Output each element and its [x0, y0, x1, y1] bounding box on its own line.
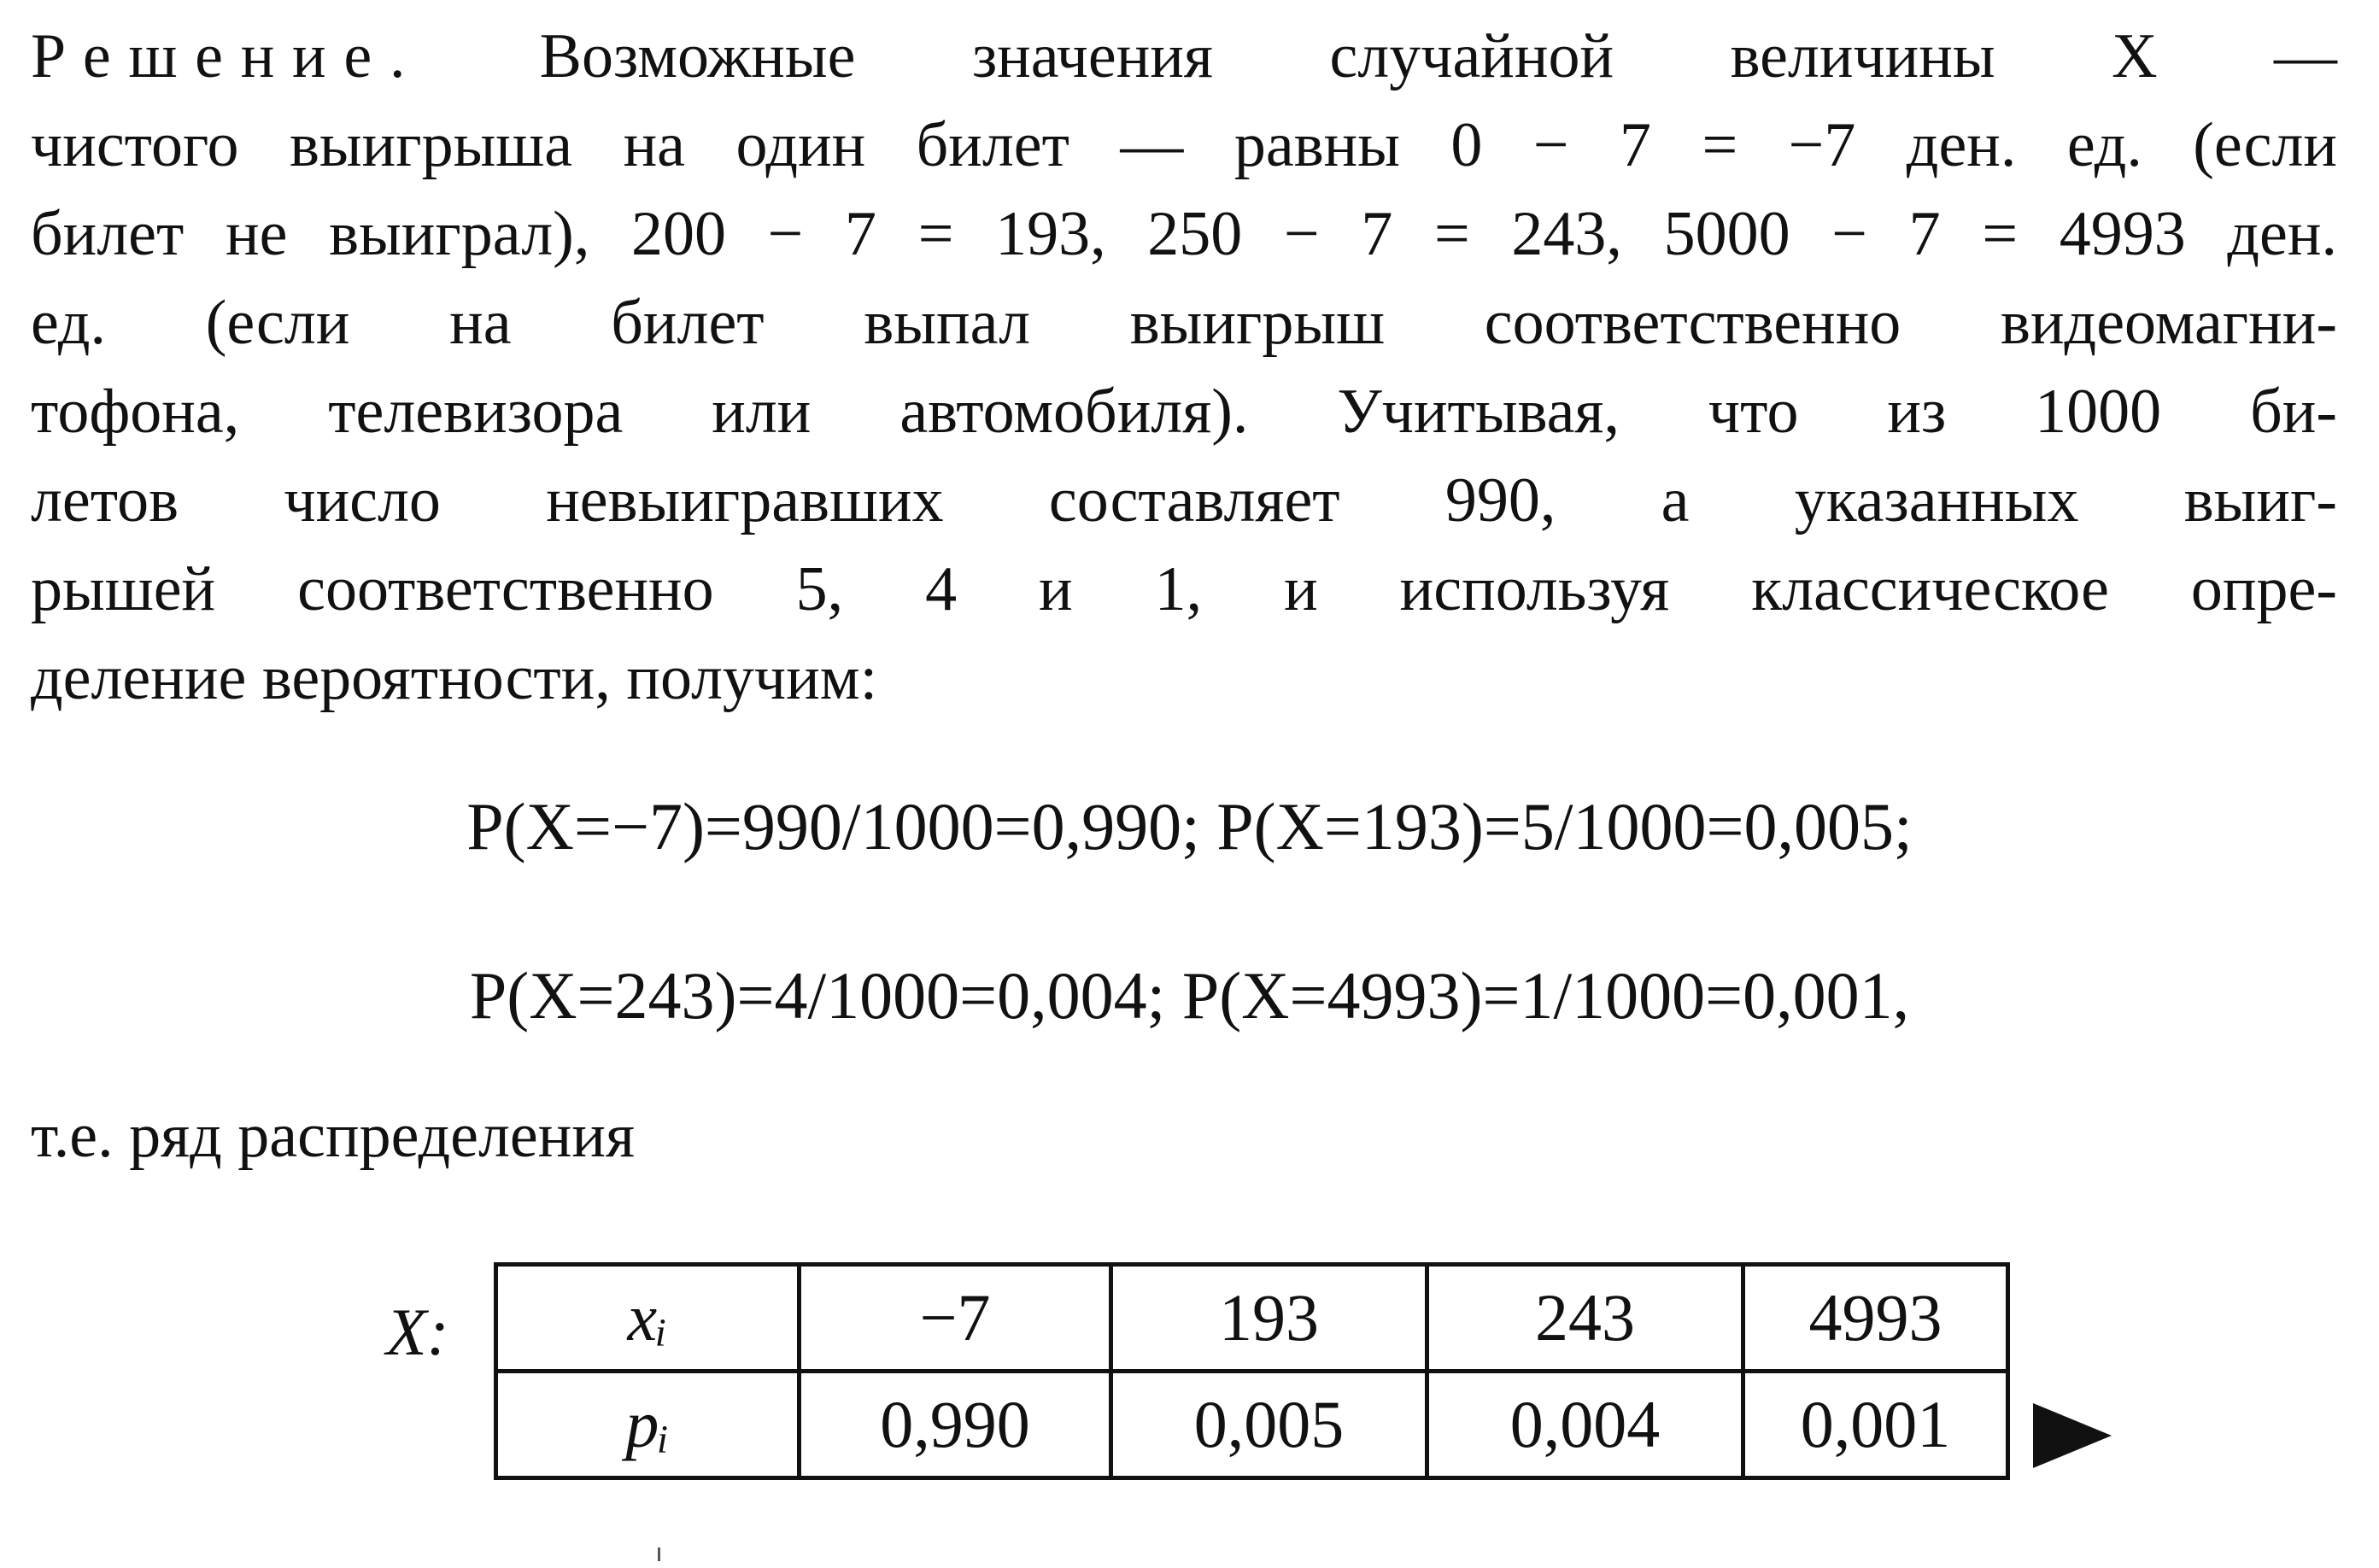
paragraph-line-4: ед. (если на билет выпал выигрыш соответственно видеомагни- [31, 288, 2337, 358]
table-row-values [496, 1265, 2008, 1372]
table-cell-p-3: 0,004 [1427, 1372, 1743, 1478]
table-cell-x-4: 4993 [1743, 1265, 2008, 1372]
table-cell-x-header: xᵢ [496, 1265, 800, 1372]
paragraph-line-1 [31, 12, 2337, 101]
table-row-probabilities [496, 1372, 2008, 1478]
table-cell-p-1: 0,990 [800, 1372, 1111, 1478]
table-cell-p-header: pᵢ [496, 1372, 800, 1478]
table-cell-x-1: −7 [800, 1265, 1111, 1372]
scan-speck [658, 1548, 660, 1561]
distribution-table [494, 1262, 2010, 1480]
table-cell-x-3: 243 [1427, 1265, 1743, 1372]
triangle-right-icon [2033, 1403, 2112, 1468]
paragraph-line-3: билет не выиграл), 200 − 7 = 193, 250 − 7 = 243, 5000 − 7 = 4993 ден. [31, 199, 2337, 269]
probability-formula-2: P(X=243)=4/1000=0,004; P(X=4993)=1/1000=0,001, [469, 958, 1910, 1033]
table-cell-p-2: 0,005 [1111, 1372, 1427, 1478]
paragraph-line-7: рышей соответственно 5, 4 и 1, и используя классическое опре- [31, 554, 2337, 624]
table-cell-x-2: 193 [1111, 1265, 1427, 1372]
paragraph-line-8: деление вероятности, получим: [31, 643, 878, 713]
random-variable-label: X: [386, 1295, 449, 1369]
paragraph-line-6: летов число невыигравших составляет 990, а указанных выиг- [31, 465, 2337, 535]
solution-paragraph [31, 12, 2337, 723]
paragraph-line-2: чистого выигрыша на один билет — равны 0 − 7 = −7 ден. ед. (если [31, 110, 2337, 180]
probability-formula-1: P(X=−7)=990/1000=0,990; P(X=193)=5/1000=0,005; [466, 789, 1913, 863]
paragraph-line-5: тофона, телевизора или автомобиля). Учитывая, что из 1000 би- [31, 377, 2337, 447]
solution-lead-word: Решение. [31, 21, 424, 91]
paragraph-line-1-text: Возможные значения случайной величины X — [423, 21, 2337, 91]
table-cell-p-4: 0,001 [1743, 1372, 2008, 1478]
distribution-intro-text: т.е. ряд распределения [31, 1101, 635, 1171]
